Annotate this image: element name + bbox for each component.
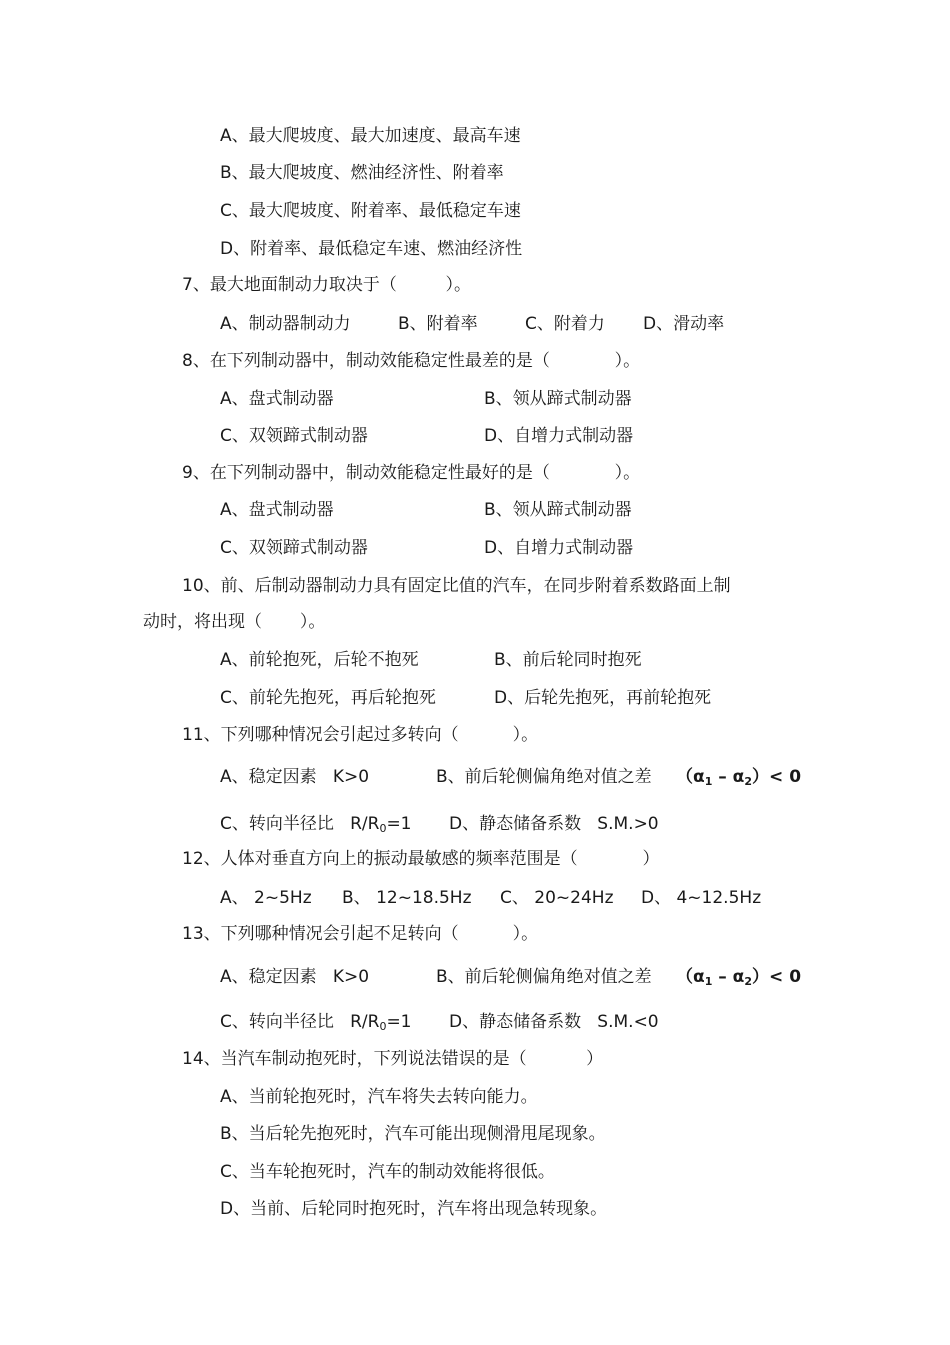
q7-option-c: C、附着力 (525, 314, 605, 334)
q12-option-d: D、 4~12.5Hz (641, 888, 762, 908)
q12-option-b: B、 12~18.5Hz (342, 888, 472, 908)
q7-option-d: D、滑动率 (643, 314, 725, 334)
q14-option-a: A、当前轮抱死时，汽车将失去转向能力。 (220, 1087, 538, 1107)
q9-stem: 9、在下列制动器中，制动效能稳定性最好的是（ ）。 (182, 463, 641, 483)
q8-stem: 8、在下列制动器中，制动效能稳定性最差的是（ ）。 (182, 351, 641, 371)
q10-option-b: B、前后轮同时抱死 (494, 650, 642, 670)
q11-option-a: A、稳定因素 K>0 (220, 767, 370, 787)
q12-stem: 12、人体对垂直方向上的振动最敏感的频率范围是（ ） (182, 849, 660, 869)
q10-option-a: A、前轮抱死，后轮不抱死 (220, 650, 419, 670)
q14-stem: 14、当汽车制动抱死时，下列说法错误的是（ ） (182, 1049, 604, 1069)
q12-option-a: A、 2~5Hz (220, 888, 312, 908)
q9-option-c: C、双领蹄式制动器 (220, 538, 368, 558)
q6-option-a: A、最大爬坡度、最大加速度、最高车速 (220, 126, 521, 146)
q10-stem-line2: 动时，将出现（ ）。 (143, 612, 326, 632)
q14-option-c: C、当车轮抱死时，汽车的制动效能将很低。 (220, 1162, 555, 1182)
q12-option-c: C、 20~24Hz (500, 888, 614, 908)
q10-stem-line1: 10、前、后制动器制动力具有固定比值的汽车，在同步附着系数路面上制 (182, 576, 731, 596)
q7-option-a: A、制动器制动力 (220, 314, 351, 334)
q9-option-b: B、领从蹄式制动器 (484, 500, 632, 520)
q13-option-a: A、稳定因素 K>0 (220, 967, 370, 987)
q10-option-d: D、后轮先抱死，再前轮抱死 (494, 688, 712, 708)
q13-option-c: C、转向半径比 R/R0=1 (220, 1012, 412, 1033)
q11-option-d: D、静态储备系数 S.M.>0 (449, 814, 659, 834)
q8-option-a: A、盘式制动器 (220, 389, 334, 409)
q9-option-a: A、盘式制动器 (220, 500, 334, 520)
q11-option-b: B、前后轮侧偏角绝对值之差 (436, 767, 652, 787)
q8-option-c: C、双领蹄式制动器 (220, 426, 368, 446)
q9-option-d: D、自增力式制动器 (484, 538, 634, 558)
q10-option-c: C、前轮先抱死，再后轮抱死 (220, 688, 436, 708)
q13-formula: （α1 – α2）< 0 (676, 967, 802, 988)
q11-stem: 11、下列哪种情况会引起过多转向（ ）。 (182, 725, 539, 745)
q6-option-b: B、最大爬坡度、燃油经济性、附着率 (220, 163, 504, 183)
q6-option-c: C、最大爬坡度、附着率、最低稳定车速 (220, 201, 521, 221)
q7-stem: 7、最大地面制动力取决于（ ）。 (182, 275, 471, 295)
q13-option-d: D、静态储备系数 S.M.<0 (449, 1012, 659, 1032)
q6-option-d: D、附着率、最低稳定车速、燃油经济性 (220, 239, 523, 259)
q11-formula: （α1 – α2）< 0 (676, 767, 802, 788)
q8-option-d: D、自增力式制动器 (484, 426, 634, 446)
q11-option-c: C、转向半径比 R/R0=1 (220, 814, 412, 835)
q14-option-d: D、当前、后轮同时抱死时，汽车将出现急转现象。 (220, 1199, 608, 1219)
q14-option-b: B、当后轮先抱死时，汽车可能出现侧滑甩尾现象。 (220, 1124, 606, 1144)
q7-option-b: B、附着率 (398, 314, 478, 334)
q13-stem: 13、下列哪种情况会引起不足转向（ ）。 (182, 924, 539, 944)
q8-option-b: B、领从蹄式制动器 (484, 389, 632, 409)
q13-option-b: B、前后轮侧偏角绝对值之差 (436, 967, 652, 987)
